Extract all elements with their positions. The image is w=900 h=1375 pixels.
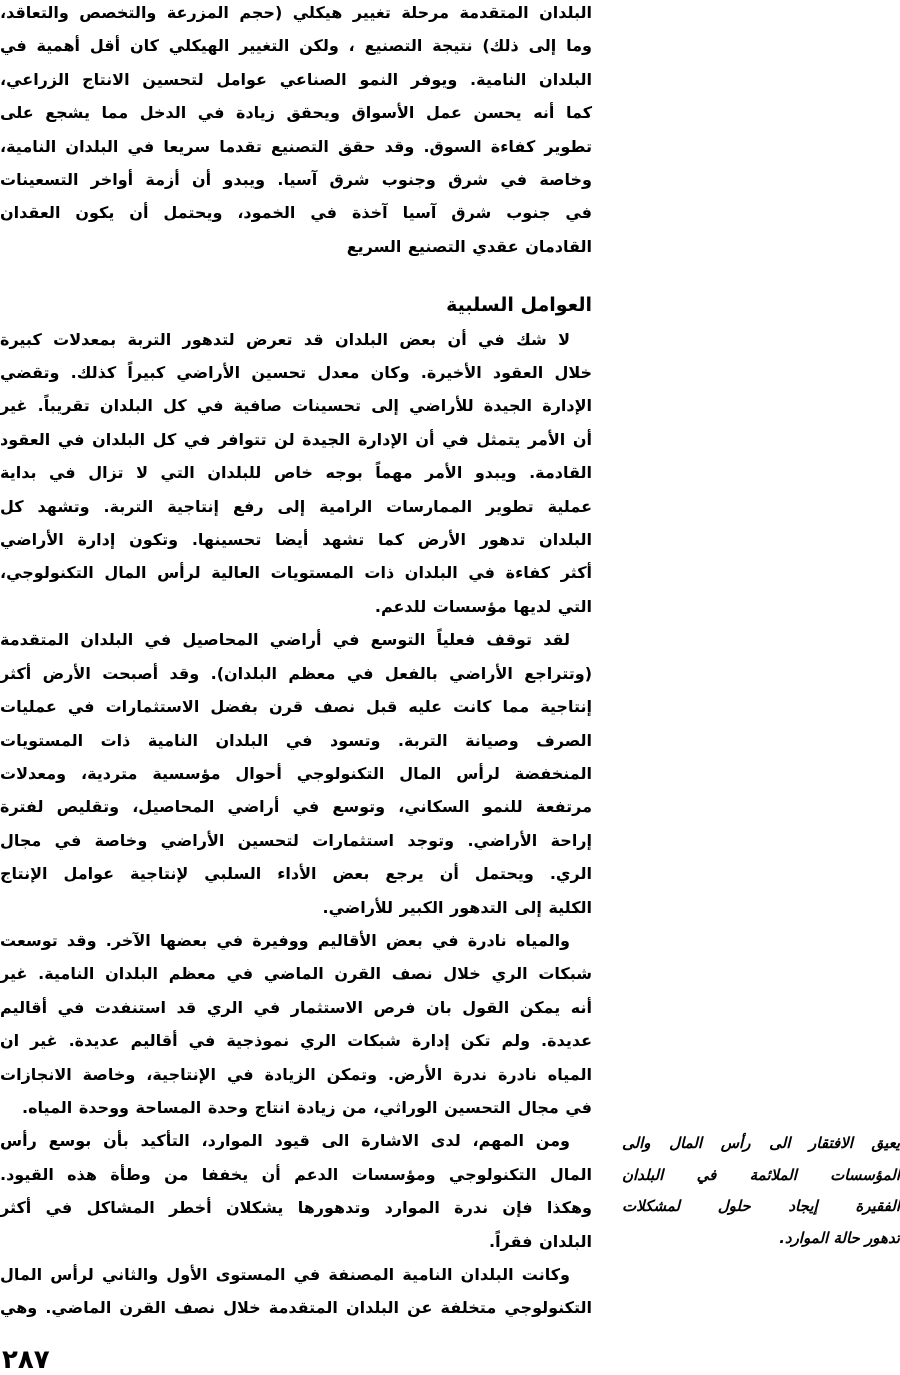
text-line: البلدان فقراً. bbox=[488, 1231, 592, 1251]
text-line: الإدارة الجيدة للأراضي إلى تحسينات صافية في كل البلدان تقريباً. غير bbox=[0, 396, 592, 416]
text-line: أكثر كفاءة في البلدان ذات المستويات العالية لرأس المال التكنولوجي، bbox=[0, 563, 592, 583]
text-line: في مجال التحسين الوراثي، من زيادة انتاج وحدة المساحة ووحدة المياه. bbox=[22, 1097, 592, 1117]
side-note-line: المؤسسات الملائمة في البلدان bbox=[622, 1165, 900, 1184]
page-number: ٢٨٧ bbox=[2, 1345, 50, 1375]
text-line: مرتفعة للنمو السكاني، وتوسع في أراضي المحاصيل، وتقليص لفترة bbox=[0, 797, 592, 817]
text-line: في جنوب شرق آسيا آخذة في الخمود، ويحتمل أن يكون العقدان bbox=[0, 203, 592, 223]
text-line: البلدان النامية. ويوفر النمو الصناعي عوامل لتحسين الانتاج الزراعي، bbox=[0, 69, 592, 89]
text-line: أن الأمر يتمثل في أن الإدارة الجيدة لن تتوافر في كل البلدان في العقود bbox=[0, 429, 592, 449]
text-line: القادمة. ويبدو الأمر مهماً بوجه خاص للبلدان التي لا تزال في بداية bbox=[0, 463, 592, 483]
text-line: الصرف وصيانة التربة. وتسود في البلدان النامية ذات المستويات bbox=[0, 730, 592, 750]
text-line: ومن المهم، لدى الاشارة الى قيود الموارد، التأكيد بأن بوسع رأس bbox=[0, 1131, 570, 1151]
text-line: البلدان المتقدمة مرحلة تغيير هيكلي (حجم المزرعة والتخصص والتعاقد، bbox=[0, 3, 592, 22]
side-note-line: تدهور حالة الموارد. bbox=[779, 1228, 900, 1247]
text-line: شبكات الري خلال نصف القرن الماضي في معظم البلدان النامية. غير bbox=[0, 964, 592, 984]
text-line: إراحة الأراضي. وتوجد استثمارات لتحسين الأراضي وخاصة في مجال bbox=[0, 830, 592, 850]
text-line: عديدة. ولم تكن إدارة شبكات الري نموذجية في أقاليم عديدة. غير ان bbox=[0, 1031, 592, 1051]
text-line: وكانت البلدان النامية المصنفة في المستوى الأول والثاني لرأس المال bbox=[0, 1265, 570, 1285]
text-line: لا شك في أن بعض البلدان قد تعرض لتدهور التربة بمعدلات كبيرة bbox=[0, 329, 570, 349]
text-line: الكلية إلى التدهور الكبير للأراضي. bbox=[322, 897, 592, 917]
text-line: تطوير كفاءة السوق. وقد حقق التصنيع تقدما سريعا في البلدان النامية، bbox=[0, 136, 592, 156]
text-line: (وتتراجع الأراضي بالفعل في معظم البلدان). وقد أصبحت الأرض أكثر bbox=[0, 663, 592, 683]
text-line: القادمان عقدي التصنيع السريع bbox=[346, 236, 592, 256]
text-line: عملية تطوير الممارسات الرامية إلى رفع إنتاجية التربة. وتشهد كل bbox=[0, 496, 592, 516]
text-line: التي لديها مؤسسات للدعم. bbox=[374, 596, 592, 616]
text-line: المنخفضة لرأس المال التكنولوجي أحوال مؤسسية متردية، ومعدلات bbox=[0, 763, 592, 783]
side-note bbox=[622, 1128, 900, 1254]
section-text-block bbox=[0, 323, 592, 1325]
side-note-line: يعيق الافتقار الى رأس المال والى bbox=[622, 1134, 900, 1152]
text-line: وخاصة في شرق وجنوب شرق آسيا. ويبدو أن أزمة أواخر التسعينات bbox=[0, 170, 592, 190]
text-line: المياه نادرة ندرة الأرض. وتمكن الزيادة في الإنتاجية، وخاصة الانجازات bbox=[0, 1064, 592, 1084]
text-line: وما إلى ذلك) نتيجة التصنيع ، ولكن التغيير الهيكلي كان أقل أهمية في bbox=[0, 36, 592, 56]
text-line: البلدان تدهور الأرض كما تشهد أيضا تحسينها. وتكون إدارة الأراضي bbox=[0, 530, 592, 550]
text-line: لقد توقف فعلياً التوسع في أراضي المحاصيل في البلدان المتقدمة bbox=[0, 630, 570, 650]
text-line: وهكذا فإن ندرة الموارد وتدهورها يشكلان أخطر المشاكل في أكثر bbox=[0, 1198, 592, 1218]
side-note-line: الفقيرة إيجاد حلول لمشكلات bbox=[622, 1197, 900, 1215]
text-line: كما أنه يحسن عمل الأسواق ويحقق زيادة في الدخل مما يشجع على bbox=[0, 103, 592, 123]
intro-text-block bbox=[0, 0, 592, 263]
text-line: التكنولوجي متخلفة عن البلدان المتقدمة خلال نصف القرن الماضي. وهي bbox=[0, 1298, 592, 1318]
text-line: الري. ويحتمل أن يرجع بعض الأداء السلبي لإنتاجية عوامل الإنتاج bbox=[0, 864, 592, 884]
section-heading: العوامل السلبية bbox=[446, 294, 592, 317]
text-line: خلال العقود الأخيرة. وكان معدل تحسين الأراضي كبيراً كذلك. وتقضي bbox=[0, 363, 592, 383]
text-line: والمياه نادرة في بعض الأقاليم ووفيرة في بعضها الآخر. وقد توسعت bbox=[0, 930, 570, 950]
text-line: إنتاجية مما كانت عليه قبل نصف قرن بفضل الاستثمارات في عمليات bbox=[0, 697, 592, 717]
text-line: أنه يمكن القول بان فرص الاستثمار في الري قد استنفدت في أقاليم bbox=[0, 997, 592, 1017]
text-line: المال التكنولوجي ومؤسسات الدعم أن يخففا من وطأة هذه القيود. bbox=[0, 1164, 592, 1184]
